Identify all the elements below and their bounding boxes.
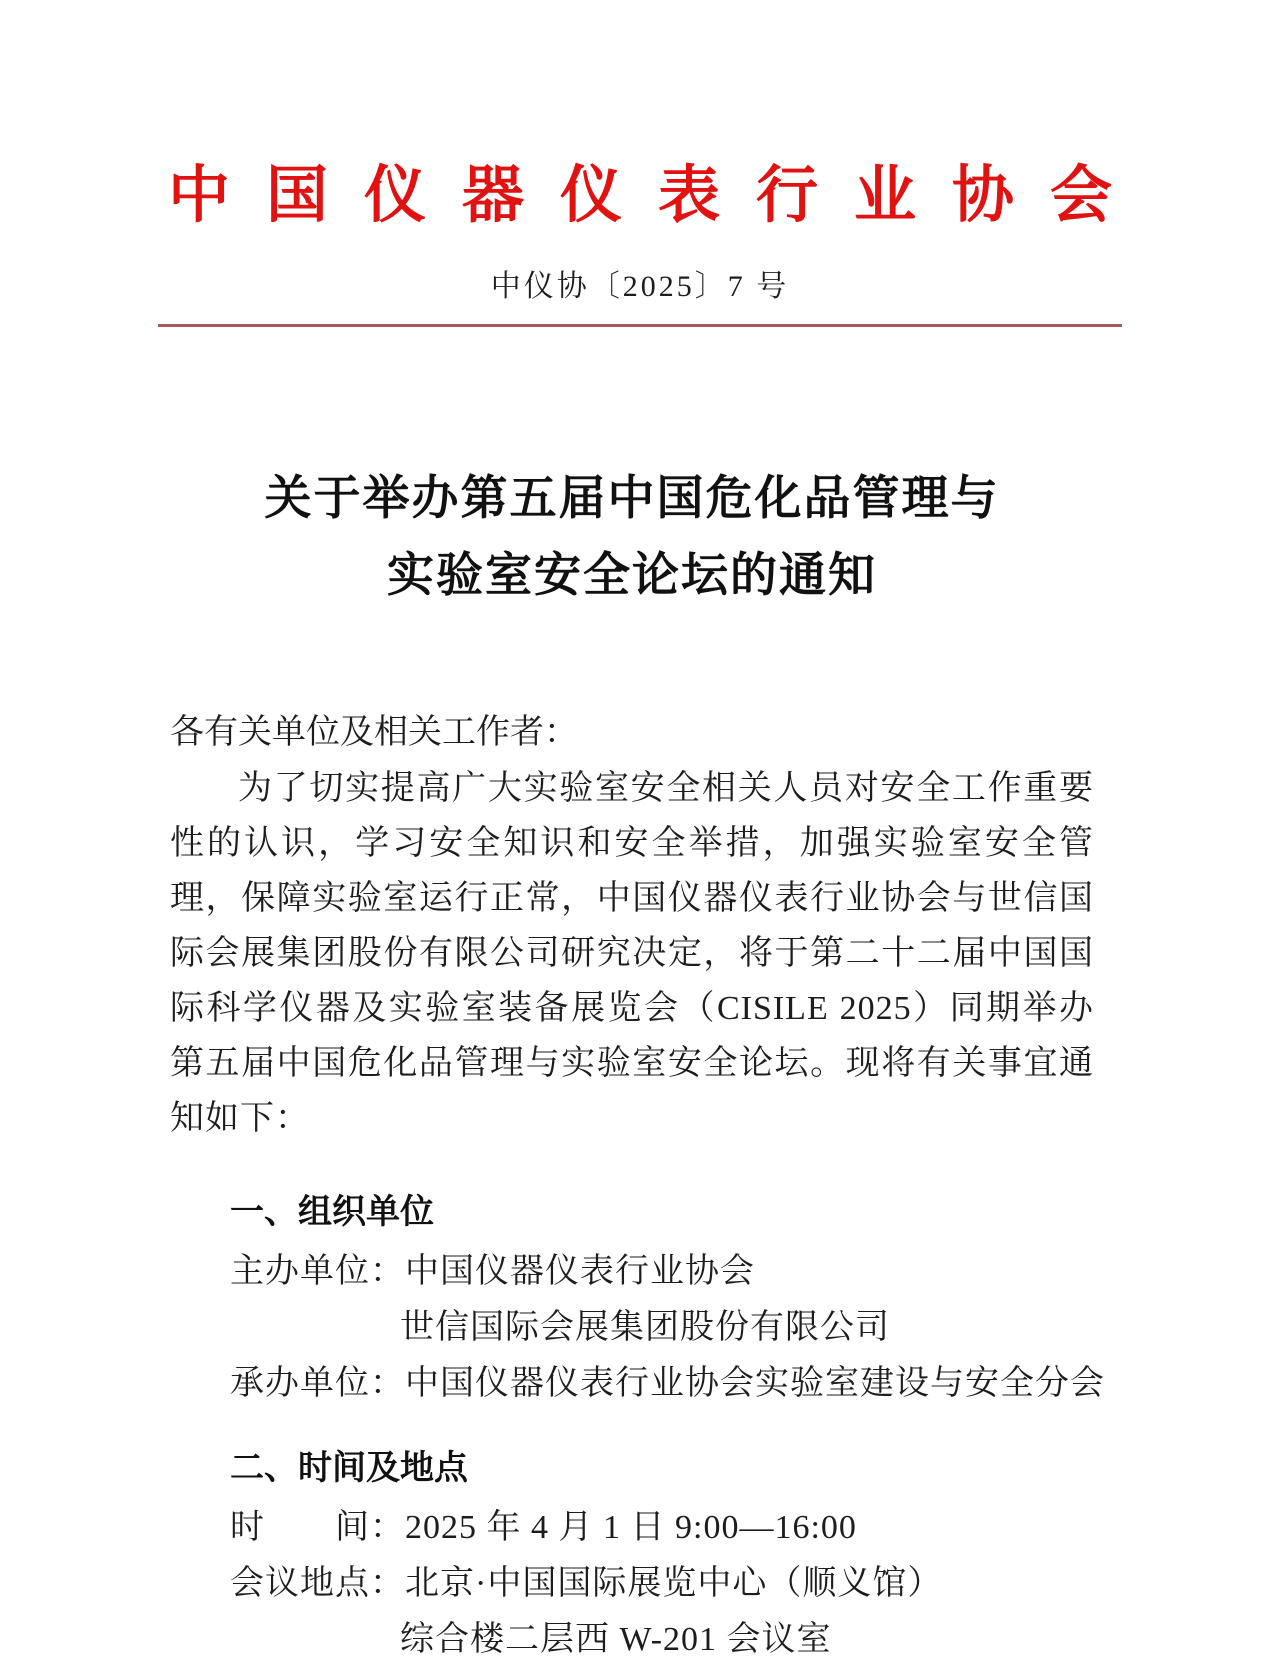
- host-unit-line: [230, 1244, 1094, 1300]
- time-label: 时 间：: [230, 1509, 405, 1546]
- venue-line-2: 综合楼二层西 W-201 会议室: [400, 1621, 832, 1658]
- host-unit-value: 中国仪器仪表行业协会: [405, 1253, 755, 1290]
- salutation: 各有关单位及相关工作者：: [170, 714, 578, 751]
- organizer-unit-value: 中国仪器仪表行业协会实验室建设与安全分会: [405, 1365, 1105, 1402]
- section-organizers-heading: 一、组织单位: [230, 1193, 434, 1231]
- document-number: 中仪协〔2025〕7 号: [490, 270, 790, 303]
- document-body: [0, 461, 1280, 1668]
- section-organizers: [170, 1190, 1105, 1412]
- venue-line: [230, 1556, 1094, 1612]
- intro-paragraph: 为了切实提高广大实验室安全相关人员对安全工作重要性的认识，学习安全知识和安全举措，加强实验室安全管理，保障实验室运行正常，中国仪器仪表行业协会与世信国际会展集团股份有限公司研究决定，将于第二十二届中国国际科学仪器及实验室装备展览会（CISILE 2025）同期举办第五届中国危化品管理与实验室安全论坛。现将有关事宜通知如下：: [170, 770, 1094, 1137]
- section-time-location-heading: 二、时间及地点: [230, 1449, 468, 1487]
- time-value: 2025 年 4 月 1 日 9:00—16:00: [405, 1509, 857, 1546]
- venue-value: 北京·中国国际展览中心（顺义馆）: [405, 1565, 943, 1602]
- section-time-location: [170, 1446, 1094, 1668]
- notice-title: [170, 461, 1094, 615]
- document-header: [0, 0, 1280, 327]
- notice-title-line-2: 实验室安全论坛的通知: [387, 550, 877, 602]
- issuing-org-name: 中国仪器仪表行业协会: [167, 162, 1148, 230]
- host-unit-line-2: 世信国际会展集团股份有限公司: [400, 1309, 890, 1346]
- red-divider-rule: [158, 324, 1122, 327]
- organizer-unit-line: [230, 1356, 1105, 1412]
- organizer-unit-label: 承办单位：: [230, 1365, 405, 1402]
- host-unit-label: 主办单位：: [230, 1253, 405, 1290]
- venue-label: 会议地点：: [230, 1565, 405, 1602]
- notice-title-line-1: 关于举办第五届中国危化品管理与: [264, 473, 1000, 525]
- time-line: [230, 1500, 1094, 1556]
